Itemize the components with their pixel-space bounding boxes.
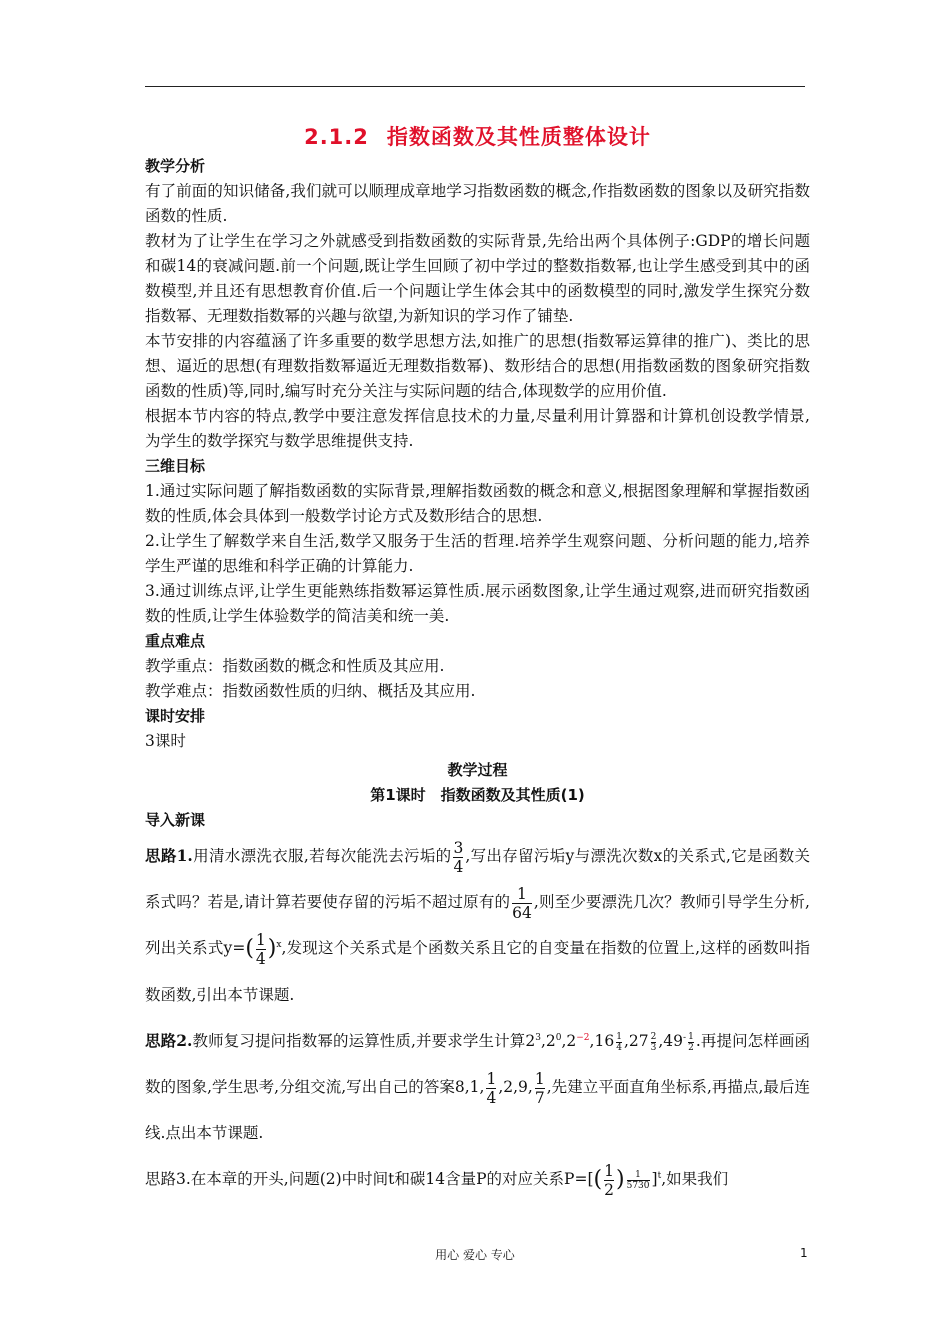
idea-label: 思路1. (145, 846, 193, 865)
numerator: 2 (650, 1031, 657, 1042)
footer-text: 用心 爱心 专心 (435, 1248, 515, 1262)
text: 在本章的开头,问题(2)中时间t和碳14含量P的对应关系P=[ (190, 1170, 594, 1188)
numerator: 1 (255, 930, 266, 949)
fraction (486, 1070, 496, 1107)
base: 49 (663, 1032, 684, 1050)
idea-1-paragraph: 思路1.用清水漂洗衣服,若每次能洗去污垢的 $\frac{3}{4}$ ,写出存留污垢y与漂洗次数x的关系式,它是函数关系式吗？若是,请计算若要使存留的污垢不超过原有的 $\frac{1}{64}$ ,则至少要漂洗几次？教师引导学生分析,列出关系式y=( $\frac{1}{4}$ )$^x$,发现这个关系式是个函数关系且它的自变量在指数的位置上,这样的函数叫指数函数,引出本节课题. (145, 838, 811, 1004)
section-heading-schedule: 课时安排 (145, 707, 206, 725)
base: 16 (594, 1032, 615, 1050)
numerator: 1 (635, 1169, 641, 1180)
paragraph: 2.让学生了解数学来自生活,数学又服务于生活的哲理.培养学生观察问题、分析问题的能力,培养学生严谨的思维和科学正确的计算能力. (145, 532, 810, 575)
denominator: 4 (616, 1042, 622, 1053)
text: ,2,9, (498, 1078, 533, 1096)
denominator: 64 (512, 903, 532, 922)
fraction (256, 931, 266, 968)
text: 用清水漂洗衣服,若每次能洗去污垢的 (192, 847, 452, 865)
paragraph: 3.通过训练点评,让学生更能熟练指数幂运算性质.展示函数图象,让学生通过观察,进而研究指数函数的性质,让学生体验数学的简洁美和统一美. (145, 582, 810, 625)
paragraph: 教材为了让学生在学习之外就感受到指数函数的实际背景,先给出两个具体例子:GDP的增长问题和碳14的衰减问题.前一个问题,既让学生回顾了初中学过的整数指数幂,也让学生感受到其中的函数模型,并且还有思想教育价值.后一个问题让学生体会其中的函数模型的同时,激发学生探究分数指数幂、无理数指数幂的兴趣与欲望,为新知识的学习作了铺垫. (145, 232, 810, 325)
paragraph: 教学难点：指数函数性质的归纳、概括及其应用. (145, 682, 476, 700)
exponent: x (276, 939, 282, 950)
idea-label: 思路3. (145, 1170, 191, 1188)
text: ,则至少要漂洗几次？教师引导学生分析,列出关系式y= (145, 893, 810, 957)
fraction (627, 1170, 650, 1191)
fraction (688, 1032, 694, 1053)
denominator: 4 (453, 857, 464, 876)
paragraph: 3课时 (145, 732, 186, 750)
page-number: 1 (800, 1246, 808, 1260)
denominator: 5730 (626, 1180, 650, 1191)
fraction (453, 839, 463, 876)
numerator: 1 (486, 1069, 497, 1088)
numerator: 1 (517, 884, 527, 903)
paragraph: 本节安排的内容蕴涵了许多重要的数学思想方法,如推广的思想(指数幂运算律的推广)、类比的思想、逼近的思想(有理数指数幂逼近无理数指数幂)、数形结合的思想(用指数函数的图象研究指数函数的性质)等,同时,编写时充分关注与实际问题的结合,体现数学的应用价值. (145, 332, 810, 400)
idea-2-paragraph: 思路2.教师复习提问指数幂的运算性质,并要求学生计算$2^3,2^0,2^{-2},16$ $\frac{1}{4}$ ,27 $\frac{2}{3}$ ,49- $\frac{1}{2}$ .再提问怎样画函数的图象,学生思考,分组交流,写出自己的答案8,1, $\frac{1}{4}$ ,2,9, $\frac{1}{7}$ ,先建立平面直角坐标系,再描点,最后连线.点出本节课题. (145, 1031, 810, 1142)
numerator: 1 (616, 1031, 622, 1042)
fraction (616, 1032, 622, 1053)
exponent: 0 (555, 1032, 562, 1043)
text: ,写出存留污垢y与漂洗次数x的关系式,它是函数关系式吗？若是,请计算若要使存留的污垢不超过原有的 (145, 847, 810, 911)
denominator: 4 (255, 949, 266, 968)
denominator: 2 (604, 1180, 614, 1199)
fraction (535, 1070, 545, 1107)
document-body (145, 122, 810, 1203)
fraction (604, 1162, 614, 1199)
exponent: t (657, 1170, 662, 1181)
denominator: 2 (688, 1042, 694, 1053)
numerator: 1 (688, 1031, 694, 1042)
paragraph: 教学重点：指数函数的概念和性质及其应用. (145, 657, 445, 675)
sign: - (683, 1032, 687, 1043)
base: 27 (628, 1032, 649, 1050)
section-heading-process: 教学过程 (447, 761, 508, 779)
text: 教师复习提问指数幂的运算性质,并要求学生计算 (192, 1032, 526, 1050)
numerator: 3 (453, 838, 464, 857)
section-heading-goals: 三维目标 (145, 457, 206, 475)
fraction (512, 885, 532, 922)
exponent: −2 (576, 1032, 590, 1043)
page-title: 2.1.2 指数函数及其性质整体设计 (304, 125, 651, 149)
paragraph: 有了前面的知识储备,我们就可以顺理成章地学习指数函数的概念,作指数函数的图象以及研究指数函数的性质. (145, 182, 810, 225)
idea-3-paragraph: 思路3.在本章的开头,问题(2)中时间t和碳14含量P的对应关系P=[( $\frac{1}{2}$ ) $\frac{1}{5730}$ ]$^t$,如果我们 (145, 1161, 729, 1199)
idea-label: 思路2. (145, 1031, 193, 1050)
fraction (651, 1032, 657, 1053)
text: ,如果我们 (661, 1170, 729, 1188)
paragraph: 1.通过实际问题了解指数函数的实际背景,理解指数函数的概念和意义,根据图象理解和掌握指数函数的性质,体会具体到一般数学讨论方式及数形结合的思想. (145, 482, 810, 525)
paragraph: 根据本节内容的特点,教学中要注意发挥信息技术的力量,尽量利用计算器和计算机创设教学情景,为学生的数学探究与数学思维提供支持. (145, 407, 810, 450)
section-heading-analysis: 教学分析 (145, 157, 206, 175)
numerator: 1 (604, 1161, 614, 1180)
text: .再提问怎样画函数的图象,学生思考,分组交流,写出自己的答案8,1, (145, 1032, 810, 1096)
text: ,发现这个关系式是个函数关系且它的自变量在指数的位置上,这样的函数叫指数函数,引出本节课题. (145, 939, 811, 1004)
numerator: 1 (534, 1069, 545, 1088)
section-heading-intro: 导入新课 (145, 811, 206, 829)
text: ,先建立平面直角坐标系,再描点,最后连线.点出本节课题. (145, 1078, 810, 1142)
denominator: 4 (486, 1088, 497, 1107)
denominator: 7 (534, 1088, 545, 1107)
header-rule (145, 86, 805, 87)
denominator: 3 (650, 1042, 657, 1053)
section-heading-key: 重点难点 (145, 632, 206, 650)
exponent: 3 (535, 1032, 541, 1043)
lesson-heading: 第1课时 指数函数及其性质(1) (370, 786, 585, 804)
